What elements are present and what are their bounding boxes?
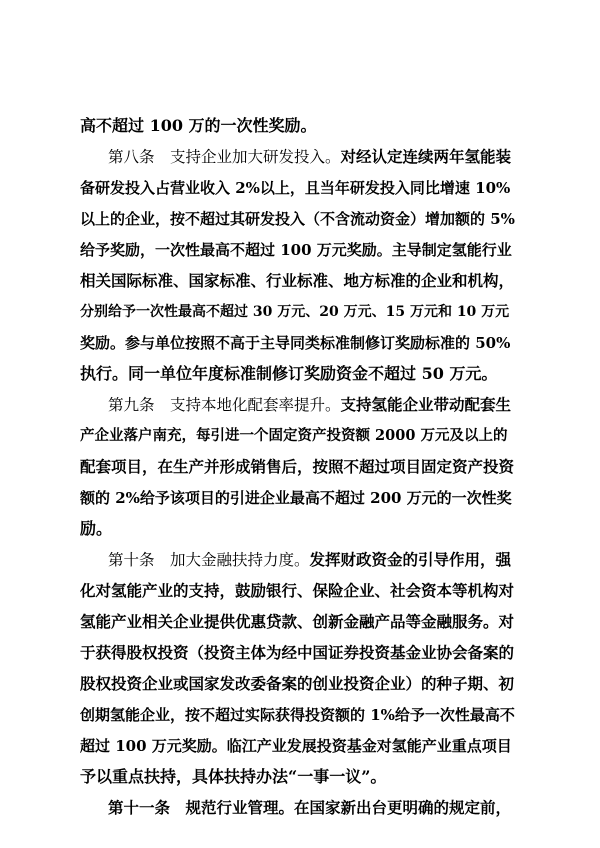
- line-text: 对经认定连续两年氢能装: [340, 147, 512, 166]
- text-line: [80, 297, 520, 327]
- article-11-heading-line: [108, 793, 520, 823]
- text-line: [80, 607, 520, 637]
- text-line: [80, 638, 520, 668]
- line-text: 股权投资企业或国家发改委备案的创业投资企业）的种子期、初: [80, 674, 515, 693]
- line-text: 支持氢能企业带动配套生: [340, 395, 512, 414]
- text-line: [80, 762, 520, 792]
- text-line: [80, 421, 520, 451]
- line-text: 超过 100 万元奖励。临江产业发展投资基金对氢能产业重点项目: [80, 737, 512, 755]
- article-10-heading-line: [108, 545, 520, 575]
- line-text: 在国家新出台更明确的规定前，: [294, 798, 512, 817]
- text-line: [80, 452, 520, 482]
- text-line: [80, 669, 520, 699]
- line-text: 于获得股权投资（投资主体为经中国证券投资基金业协会备案的: [80, 643, 515, 662]
- line-text: 氢能产业相关企业提供优惠贷款、创新金融产品等金融服务。对: [80, 612, 515, 631]
- article-heading: 第九条 支持本地化配套率提升。: [108, 396, 341, 414]
- line-text: 相关国际标准、国家标准、行业标准、地方标准的企业和机构，: [80, 271, 515, 290]
- line-text: 给予奖励，一次性最高不超过 100 万元奖励。主导制定氢能行业: [80, 241, 512, 259]
- text-line: [80, 173, 520, 203]
- line-text: 以上的企业，按不超过其研发投入（不含流动资金）增加额的 5%: [80, 210, 515, 228]
- line-text: 配套项目，在生产并形成销售后，按照不超过项目固定资产投资: [80, 457, 515, 476]
- text-line: [80, 204, 520, 234]
- line-text: 分别给予一次性最高不超过 30 万元、20 万元、15 万元和 10 万元: [80, 304, 510, 320]
- text-line: [80, 731, 520, 761]
- text-line: [80, 111, 520, 141]
- text-line: [80, 266, 520, 296]
- line-text: 高不超过 100 万的一次性奖励。: [80, 116, 317, 135]
- text-line: [80, 235, 520, 265]
- text-line: [80, 576, 520, 606]
- line-text: 予以重点扶持，具体扶持办法“一事一议”。: [80, 767, 387, 786]
- line-text: 额的 2%给予该项目的引进企业最高不超过 200 万元的一次性奖: [80, 489, 512, 507]
- line-text: 励。: [80, 519, 113, 538]
- article-9-heading-line: [108, 390, 520, 420]
- article-heading: 第十一条 规范行业管理。: [108, 798, 295, 817]
- article-8-heading-line: [108, 142, 520, 172]
- line-text: 发挥财政资金的引导作用，强: [309, 550, 512, 569]
- line-text: 奖励。参与单位按照不高于主导同类标准制修订奖励标准的 50%: [80, 334, 511, 352]
- text-line: [80, 359, 520, 389]
- line-text: 执行。同一单位年度标准制修订奖励资金不超过 50 万元。: [80, 364, 498, 383]
- article-heading: 第八条 支持企业加大研发投入。: [108, 148, 341, 166]
- text-line: [80, 483, 520, 513]
- text-line: [80, 514, 520, 544]
- text-line: [80, 328, 520, 358]
- article-heading: 第十条 加大金融扶持力度。: [108, 551, 310, 569]
- line-text: 创期氢能企业，按不超过实际获得投资额的 1%给予一次性最高不: [80, 706, 515, 724]
- text-line: [80, 700, 520, 730]
- line-text: 备研发投入占营业收入 2%以上，且当年研发投入同比增速 10%: [80, 179, 511, 197]
- line-text: 产企业落户南充，每引进一个固定资产投资额 2000 万元及以上的: [80, 427, 508, 444]
- line-text: 化对氢能产业的支持，鼓励银行、保险企业、社会资本等机构对: [80, 581, 515, 600]
